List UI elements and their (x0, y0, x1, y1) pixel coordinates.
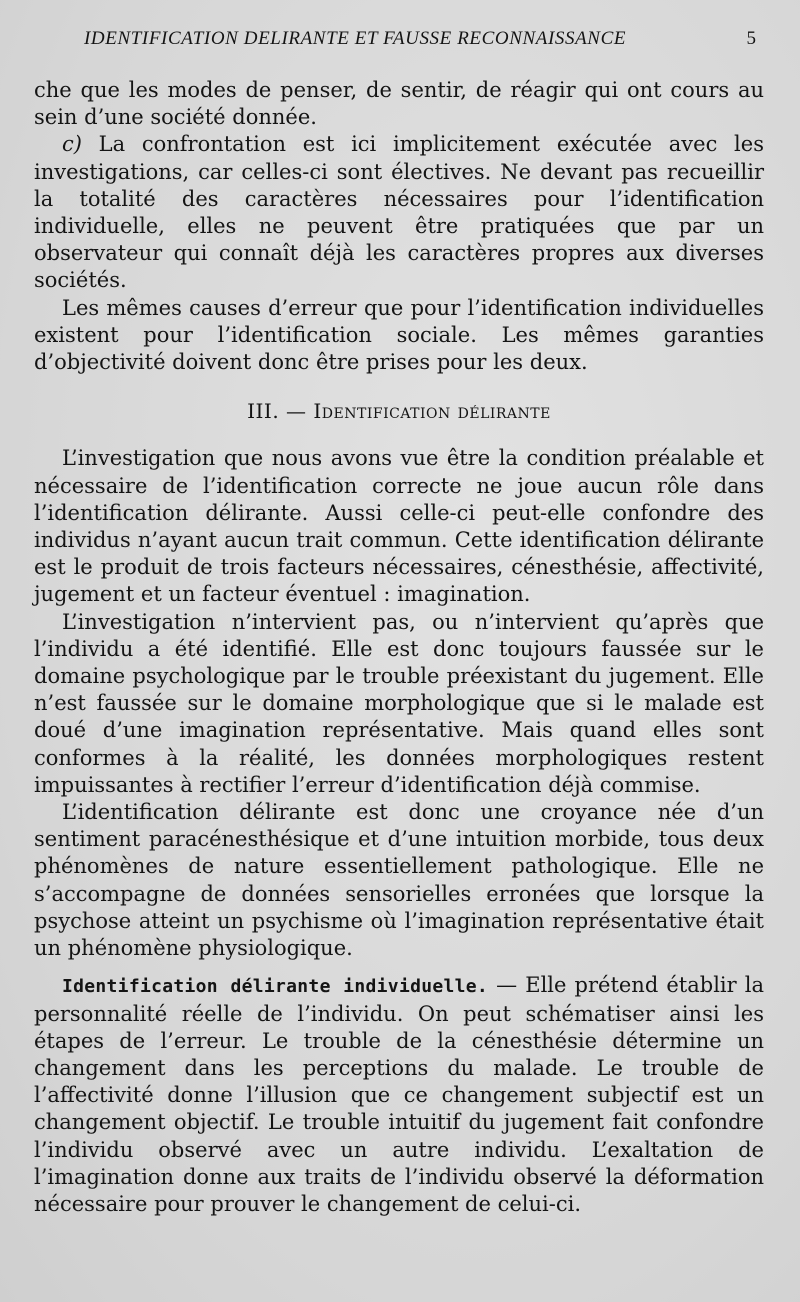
running-head (84, 28, 756, 56)
paragraph: L’investigation n’intervient pas, ou n’intervient qu’après que l’individu a été identifié. Elle est donc toujours faussée sur le domaine psychologique par le trouble préexistant du jugement. Elle n’est faussée sur le domaine morphologique que si le malade est doué d’une imagination représentative. Mais quand elles sont conformes à la réalité, les données morphologiques restent impuissantes à rectifier l’erreur d’identification déjà commise. (34, 609, 764, 797)
section-heading (34, 398, 764, 425)
paragraph: L’investigation que nous avons vue être la condition préalable et nécessaire de l’identification correcte ne joue aucun rôle dans l’identification délirante. Aussi celle-ci peut-elle confondre des individus n’ayant aucun trait commun. Cette identification délirante est le produit de trois facteurs nécessaires, cénesthésie, affectivité, jugement et un facteur éventuel : imagination. (34, 446, 764, 607)
paragraph-c (34, 131, 764, 294)
section-title: Identification délirante (313, 399, 551, 424)
running-title: IDENTIFICATION DELIRANTE ET FAUSSE RECONNAISSANCE (84, 28, 627, 49)
paragraph-continuation: che que les modes de penser, de sentir, de réagir qui ont cours au sein d’une société donnée. (34, 78, 764, 130)
paragraph: L’identification délirante est donc une croyance née d’un sentiment paracénesthésique et d’une intuition morbide, tous deux phénomènes de nature essentiellement pathologique. Elle ne s’accompagne de données sensorielles erronées que lorsque la psychose atteint un psychisme où l’imagination représentative était un phénomène physiologique. (34, 800, 764, 961)
run-in-heading: Identification délirante individuelle. (62, 976, 489, 998)
page-number: 5 (746, 28, 756, 49)
section-number: III. — (247, 399, 307, 424)
paragraph-subsection-text: — Elle prétend établir la personnalité réelle de l’individu. On peut schématiser ainsi les étapes de l’erreur. Le trouble de la cénesthésie détermine un changement dans les perceptions du malade. Le trouble de l’affectivité donne l’illusion que ce changement subjectif est un changement objectif. Le trouble intuitif du jugement fait confondre l’individu observé avec un autre individu. L’exaltation de l’imagination donne aux traits de l’individu observé la déformation nécessaire pour prouver le changement de celui-ci. (34, 973, 765, 1216)
paragraph-subsection (34, 972, 764, 1218)
paragraph: Les mêmes causes d’erreur que pour l’identification individuelles existent pour l’identification sociale. Les mêmes garanties d’objectivité doivent donc être prises pour les deux. (34, 295, 764, 375)
body-text (34, 77, 764, 1218)
paragraph-c-text: La confrontation est ici implicitement exécutée avec les investigations, car celles-ci sont électives. Ne devant pas recueillir la totalité des caractères nécessaires pour l’identification individuelle, elles ne peuvent être pratiquées que par un observateur qui connaît déjà les caractères propres aux diverses sociétés. (34, 132, 764, 293)
item-label: c) (62, 132, 82, 157)
